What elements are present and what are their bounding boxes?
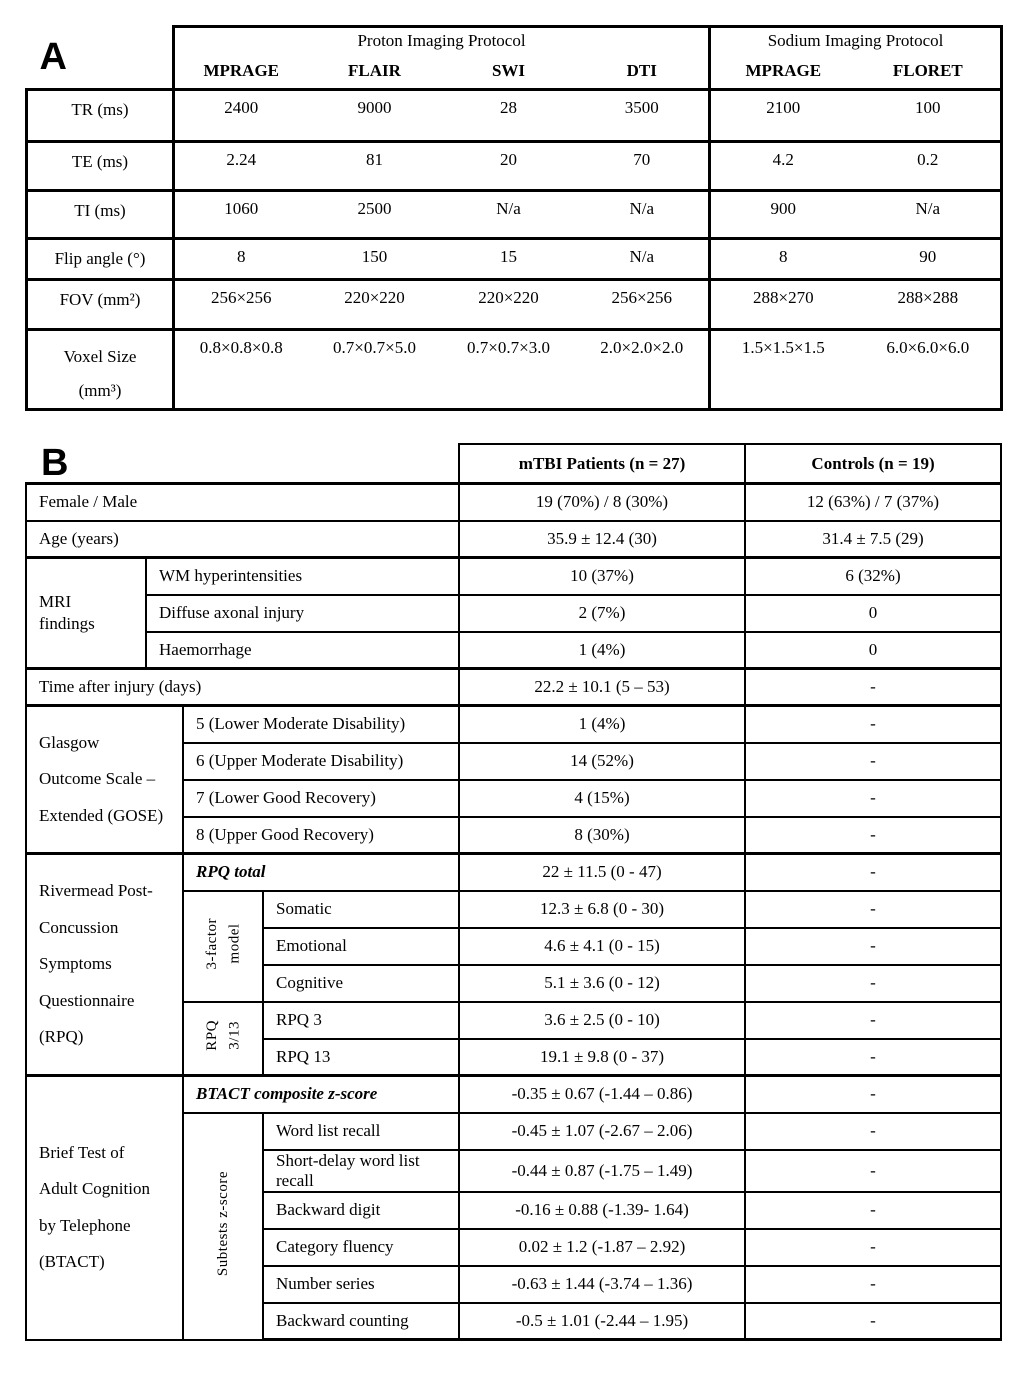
controls-value-cell: 0 <box>745 632 1001 669</box>
value-cell: 8 <box>710 239 856 280</box>
mtbi-value-cell: 19.1 ± 9.8 (0 - 37) <box>459 1039 745 1076</box>
value-cell: 28 <box>442 90 576 142</box>
column-header-controls: Controls (n = 19) <box>745 444 1001 484</box>
panel-b-cell <box>26 444 459 484</box>
mtbi-value-cell: 35.9 ± 12.4 (30) <box>459 521 745 558</box>
controls-value-cell: - <box>745 1229 1001 1266</box>
vertical-text-line: 3/13 <box>226 1021 242 1051</box>
row-label-gose-7: 7 (Lower Good Recovery) <box>183 780 459 817</box>
mtbi-value-cell: 8 (30%) <box>459 817 745 854</box>
value-cell: 1.5×1.5×1.5 <box>710 330 856 410</box>
row-label-line: Voxel Size <box>63 347 137 366</box>
value-cell: 288×270 <box>710 280 856 330</box>
controls-value-cell: - <box>745 1192 1001 1229</box>
vertical-text-line: 3-factor <box>203 917 220 970</box>
row-label-wm-hyperintensities: WM hyperintensities <box>146 558 459 595</box>
group-label-line: Brief Test of <box>39 1142 125 1162</box>
vertical-text <box>212 1171 235 1276</box>
controls-value-cell: - <box>745 1266 1001 1303</box>
value-cell: 15 <box>442 239 576 280</box>
group-label-line: Glasgow <box>39 732 100 752</box>
row-label-category-fluency: Category fluency <box>263 1229 459 1266</box>
mtbi-value-cell: 4 (15%) <box>459 780 745 817</box>
value-cell: 4.2 <box>710 142 856 191</box>
value-cell: N/a <box>856 191 1002 239</box>
controls-value-cell: 31.4 ± 7.5 (29) <box>745 521 1001 558</box>
row-label-diffuse-axonal-injury: Diffuse axonal injury <box>146 595 459 632</box>
row-label-time-after-injury: Time after injury (days) <box>26 669 459 706</box>
mtbi-value-cell: 14 (52%) <box>459 743 745 780</box>
mtbi-value-cell: 4.6 ± 4.1 (0 - 15) <box>459 928 745 965</box>
vertical-text-line: model <box>226 923 242 964</box>
value-cell: 256×256 <box>576 280 710 330</box>
row-label-short-delay-recall: Short-delay word list recall <box>263 1150 459 1192</box>
value-cell: 150 <box>308 239 442 280</box>
controls-value-cell: - <box>745 1076 1001 1113</box>
panel-b-label: B <box>41 444 69 484</box>
value-cell: 0.8×0.8×0.8 <box>174 330 308 410</box>
value-cell: 2.0×2.0×2.0 <box>576 330 710 410</box>
value-cell: 90 <box>856 239 1002 280</box>
proton-protocol-group-header: Proton Imaging Protocol <box>174 27 710 55</box>
row-label-te: TE (ms) <box>27 142 174 191</box>
controls-value-cell: 12 (63%) / 7 (37%) <box>745 484 1001 521</box>
value-cell: 2400 <box>174 90 308 142</box>
controls-value-cell: - <box>745 1303 1001 1340</box>
row-label-rpq-13: RPQ 13 <box>263 1039 459 1076</box>
mtbi-value-cell: 22 ± 11.5 (0 - 47) <box>459 854 745 891</box>
row-label-gose-6: 6 (Upper Moderate Disability) <box>183 743 459 780</box>
controls-value-cell: - <box>745 891 1001 928</box>
value-cell: 220×220 <box>442 280 576 330</box>
value-cell: 6.0×6.0×6.0 <box>856 330 1002 410</box>
row-label-haemorrhage: Haemorrhage <box>146 632 459 669</box>
value-cell: 20 <box>442 142 576 191</box>
row-label-cognitive: Cognitive <box>263 965 459 1002</box>
mtbi-value-cell: 5.1 ± 3.6 (0 - 12) <box>459 965 745 1002</box>
mtbi-value-cell: -0.45 ± 1.07 (-2.67 – 2.06) <box>459 1113 745 1150</box>
value-cell: 220×220 <box>308 280 442 330</box>
row-label-tr: TR (ms) <box>27 90 174 142</box>
value-cell: 900 <box>710 191 856 239</box>
group-label-rpq-3-13 <box>183 1002 263 1076</box>
controls-value-cell: - <box>745 706 1001 743</box>
row-label-somatic: Somatic <box>263 891 459 928</box>
row-label-ti: TI (ms) <box>27 191 174 239</box>
value-cell: 2500 <box>308 191 442 239</box>
mtbi-value-cell: 12.3 ± 6.8 (0 - 30) <box>459 891 745 928</box>
value-cell: 9000 <box>308 90 442 142</box>
panel-a-label: A <box>39 36 67 79</box>
group-label-line: Outcome Scale – <box>39 769 156 789</box>
group-label-3-factor-model <box>183 891 263 1002</box>
group-label-btact <box>26 1076 183 1340</box>
value-cell: 288×288 <box>856 280 1002 330</box>
mtbi-value-cell: 19 (70%) / 8 (30%) <box>459 484 745 521</box>
demographics-table <box>25 443 1002 1341</box>
controls-value-cell: - <box>745 743 1001 780</box>
row-label-word-list-recall: Word list recall <box>263 1113 459 1150</box>
value-cell: 81 <box>308 142 442 191</box>
group-label-mri-findings <box>26 558 146 669</box>
mtbi-value-cell: -0.5 ± 1.01 (-2.44 – 1.95) <box>459 1303 745 1340</box>
column-header-mtbi-patients: mTBI Patients (n = 27) <box>459 444 745 484</box>
column-header-swi: SWI <box>442 55 576 90</box>
row-label-fov: FOV (mm²) <box>27 280 174 330</box>
value-cell: N/a <box>442 191 576 239</box>
group-label-line: (BTACT) <box>39 1252 105 1272</box>
row-label-age: Age (years) <box>26 521 459 558</box>
row-label-backward-counting: Backward counting <box>263 1303 459 1340</box>
value-cell: 0.7×0.7×3.0 <box>442 330 576 410</box>
value-cell: 8 <box>174 239 308 280</box>
mtbi-value-cell: 3.6 ± 2.5 (0 - 10) <box>459 1002 745 1039</box>
column-header-floret: FLORET <box>856 55 1002 90</box>
group-label-rpq <box>26 854 183 1076</box>
controls-value-cell: - <box>745 669 1001 706</box>
value-cell: 0.7×0.7×5.0 <box>308 330 442 410</box>
value-cell: 70 <box>576 142 710 191</box>
row-label-rpq-3: RPQ 3 <box>263 1002 459 1039</box>
value-cell: 0.2 <box>856 142 1002 191</box>
row-label-voxel-size <box>27 330 174 410</box>
group-label-line: Rivermead Post- <box>39 881 153 901</box>
panel-a-cell <box>27 27 174 90</box>
mtbi-value-cell: -0.16 ± 0.88 (-1.39- 1.64) <box>459 1192 745 1229</box>
value-cell: 256×256 <box>174 280 308 330</box>
row-label-flip-angle: Flip angle (°) <box>27 239 174 280</box>
group-label-line: Extended (GOSE) <box>39 805 164 825</box>
mtbi-value-cell: 2 (7%) <box>459 595 745 632</box>
value-cell: 2.24 <box>174 142 308 191</box>
mtbi-value-cell: 22.2 ± 10.1 (5 – 53) <box>459 669 745 706</box>
column-header-mprage: MPRAGE <box>174 55 308 90</box>
controls-value-cell: - <box>745 1150 1001 1192</box>
group-label-line: Concussion <box>39 917 119 937</box>
row-label-gose-8: 8 (Upper Good Recovery) <box>183 817 459 854</box>
controls-value-cell: 0 <box>745 595 1001 632</box>
group-label-line: (RPQ) <box>39 1027 84 1047</box>
column-header-sodium-mprage: MPRAGE <box>710 55 856 90</box>
group-label-line: by Telephone <box>39 1215 131 1235</box>
mtbi-value-cell: 10 (37%) <box>459 558 745 595</box>
controls-value-cell: - <box>745 1039 1001 1076</box>
vertical-text-line: Subtests z-score <box>214 1170 231 1277</box>
row-label-emotional: Emotional <box>263 928 459 965</box>
controls-value-cell: 6 (32%) <box>745 558 1001 595</box>
controls-value-cell: - <box>745 965 1001 1002</box>
controls-value-cell: - <box>745 1002 1001 1039</box>
controls-value-cell: - <box>745 780 1001 817</box>
value-cell: 100 <box>856 90 1002 142</box>
controls-value-cell: - <box>745 854 1001 891</box>
mtbi-value-cell: -0.35 ± 0.67 (-1.44 – 0.86) <box>459 1076 745 1113</box>
row-label-line: (mm³) <box>78 381 122 400</box>
mtbi-value-cell: 0.02 ± 1.2 (-1.87 – 2.92) <box>459 1229 745 1266</box>
value-cell: N/a <box>576 191 710 239</box>
vertical-text-line: RPQ <box>203 1020 220 1052</box>
value-cell: 3500 <box>576 90 710 142</box>
group-label-subtests-z-score <box>183 1113 263 1340</box>
value-cell: 2100 <box>710 90 856 142</box>
imaging-protocol-table <box>25 25 1003 411</box>
row-label-female-male: Female / Male <box>26 484 459 521</box>
controls-value-cell: - <box>745 1113 1001 1150</box>
group-label-line: MRI <box>39 591 72 611</box>
value-cell: N/a <box>576 239 710 280</box>
row-label-rpq-total: RPQ total <box>183 854 459 891</box>
sodium-protocol-group-header: Sodium Imaging Protocol <box>710 27 1002 55</box>
row-label-gose-5: 5 (Lower Moderate Disability) <box>183 706 459 743</box>
group-label-line: Symptoms <box>39 954 112 974</box>
mtbi-value-cell: 1 (4%) <box>459 706 745 743</box>
value-cell: 1060 <box>174 191 308 239</box>
controls-value-cell: - <box>745 928 1001 965</box>
mtbi-value-cell: 1 (4%) <box>459 632 745 669</box>
mtbi-value-cell: -0.44 ± 0.87 (-1.75 – 1.49) <box>459 1150 745 1192</box>
group-label-line: Questionnaire <box>39 990 135 1010</box>
group-label-line: findings <box>39 614 95 633</box>
vertical-text <box>201 1020 246 1051</box>
controls-value-cell: - <box>745 817 1001 854</box>
mtbi-value-cell: -0.63 ± 1.44 (-3.74 – 1.36) <box>459 1266 745 1303</box>
column-header-dti: DTI <box>576 55 710 90</box>
group-label-gose <box>26 706 183 854</box>
row-label-btact-composite: BTACT composite z-score <box>183 1076 459 1113</box>
vertical-text <box>201 918 246 969</box>
column-header-flair: FLAIR <box>308 55 442 90</box>
row-label-backward-digit: Backward digit <box>263 1192 459 1229</box>
row-label-number-series: Number series <box>263 1266 459 1303</box>
group-label-line: Adult Cognition <box>39 1179 150 1199</box>
